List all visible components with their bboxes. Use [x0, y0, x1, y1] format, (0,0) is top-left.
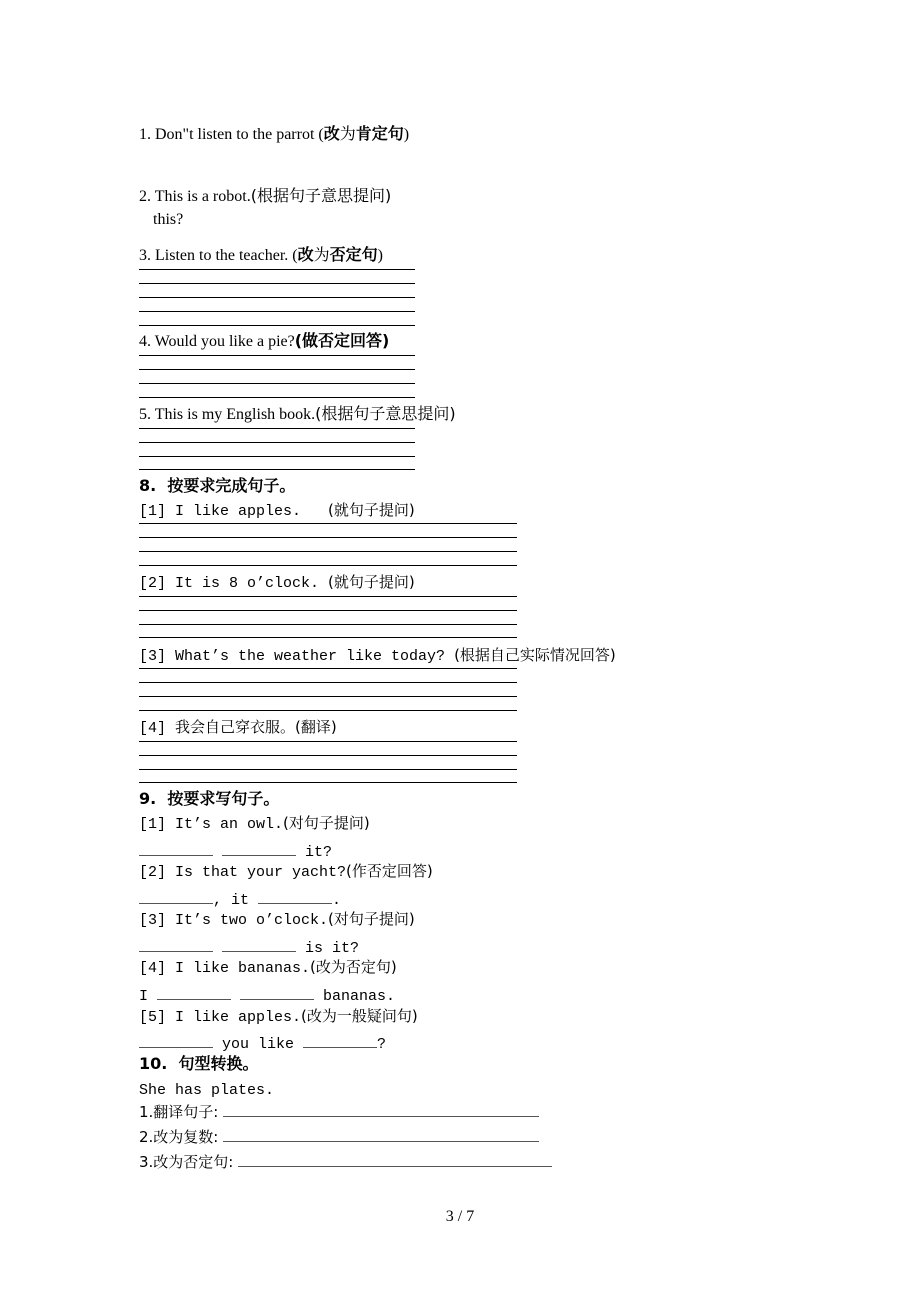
answer-line[interactable] — [139, 428, 415, 429]
section-8-title: 8. 按要求完成句子。 — [139, 476, 296, 495]
blank-field[interactable] — [222, 841, 296, 856]
section-9-answer-1: it? — [139, 841, 332, 863]
answer-line[interactable] — [139, 383, 415, 384]
answer-field[interactable] — [223, 1127, 539, 1142]
answer-field[interactable] — [223, 1102, 539, 1117]
answer-line[interactable] — [139, 269, 415, 270]
answer-line[interactable] — [139, 311, 415, 312]
section-9-title: 9. 按要求写句子。 — [139, 789, 280, 808]
answer-line[interactable] — [139, 397, 415, 398]
blank-field[interactable] — [139, 889, 213, 904]
answer-line[interactable] — [139, 283, 415, 284]
section-9-item-1: [1] It’s an owl.(对句子提问) — [139, 814, 370, 833]
blank-field[interactable] — [139, 937, 213, 952]
blank-field[interactable] — [303, 1033, 377, 1048]
section-9-answer-5: you like ? — [139, 1033, 386, 1055]
answer-line[interactable] — [139, 551, 517, 552]
section-9-answer-2: , it . — [139, 889, 341, 911]
answer-field[interactable] — [238, 1152, 552, 1167]
blank-field[interactable] — [157, 985, 231, 1000]
question-2-answer-tail: this? — [153, 211, 184, 228]
section-10-task-3: 3.改为否定句: — [139, 1152, 552, 1172]
answer-line[interactable] — [139, 456, 415, 457]
answer-line[interactable] — [139, 696, 517, 697]
blank-field[interactable] — [139, 841, 213, 856]
question-5: 5. This is my English book.(根据句子意思提问) — [139, 404, 456, 423]
section-10-sentence: She has plates. — [139, 1082, 275, 1099]
answer-line[interactable] — [139, 637, 517, 638]
answer-line[interactable] — [139, 523, 517, 524]
section-8-item-4: [4] 我会自己穿衣服。(翻译) — [139, 718, 337, 737]
answer-line[interactable] — [139, 469, 415, 470]
section-10-task-1: 1.翻译句子: — [139, 1102, 539, 1122]
question-3: 3. Listen to the teacher. (改为否定句) — [139, 245, 383, 264]
section-8-item-3: [3] What’s the weather like today? (根据自己实际情况回答) — [139, 646, 616, 665]
section-9-item-3: [3] It’s two o’clock.(对句子提问) — [139, 910, 415, 929]
answer-line[interactable] — [139, 682, 517, 683]
answer-line[interactable] — [139, 325, 415, 326]
section-9-item-2: [2] Is that your yacht?(作否定回答) — [139, 862, 433, 881]
question-4: 4. Would you like a pie?(做否定回答) — [139, 331, 390, 350]
section-8-item-2: [2] It is 8 o’clock. (就句子提问) — [139, 573, 415, 592]
blank-field[interactable] — [258, 889, 332, 904]
section-9-answer-3: is it? — [139, 937, 359, 959]
answer-line[interactable] — [139, 668, 517, 669]
section-9-item-4: [4] I like bananas.(改为否定句) — [139, 958, 397, 977]
answer-line[interactable] — [139, 442, 415, 443]
answer-line[interactable] — [139, 537, 517, 538]
section-10-task-2: 2.改为复数: — [139, 1127, 539, 1147]
answer-line[interactable] — [139, 624, 517, 625]
answer-line[interactable] — [139, 565, 517, 566]
answer-line[interactable] — [139, 610, 517, 611]
answer-line[interactable] — [139, 782, 517, 783]
page-number: 3 / 7 — [445, 1208, 475, 1225]
blank-field[interactable] — [222, 937, 296, 952]
blank-field[interactable] — [139, 1033, 213, 1048]
answer-line[interactable] — [139, 297, 415, 298]
question-2: 2. This is a robot.(根据句子意思提问) — [139, 186, 392, 205]
answer-line[interactable] — [139, 355, 415, 356]
answer-line[interactable] — [139, 369, 415, 370]
section-9-item-5: [5] I like apples.(改为一般疑问句) — [139, 1007, 418, 1026]
answer-line[interactable] — [139, 596, 517, 597]
answer-line[interactable] — [139, 741, 517, 742]
blank-field[interactable] — [240, 985, 314, 1000]
section-9-answer-4: I bananas. — [139, 985, 395, 1007]
answer-line[interactable] — [139, 755, 517, 756]
answer-line[interactable] — [139, 769, 517, 770]
answer-line[interactable] — [139, 710, 517, 711]
question-1: 1. Don"t listen to the parrot (改为肯定句) — [139, 124, 410, 143]
section-8-item-1: [1] I like apples. (就句子提问) — [139, 501, 415, 520]
section-10-title: 10. 句型转换。 — [139, 1054, 259, 1073]
